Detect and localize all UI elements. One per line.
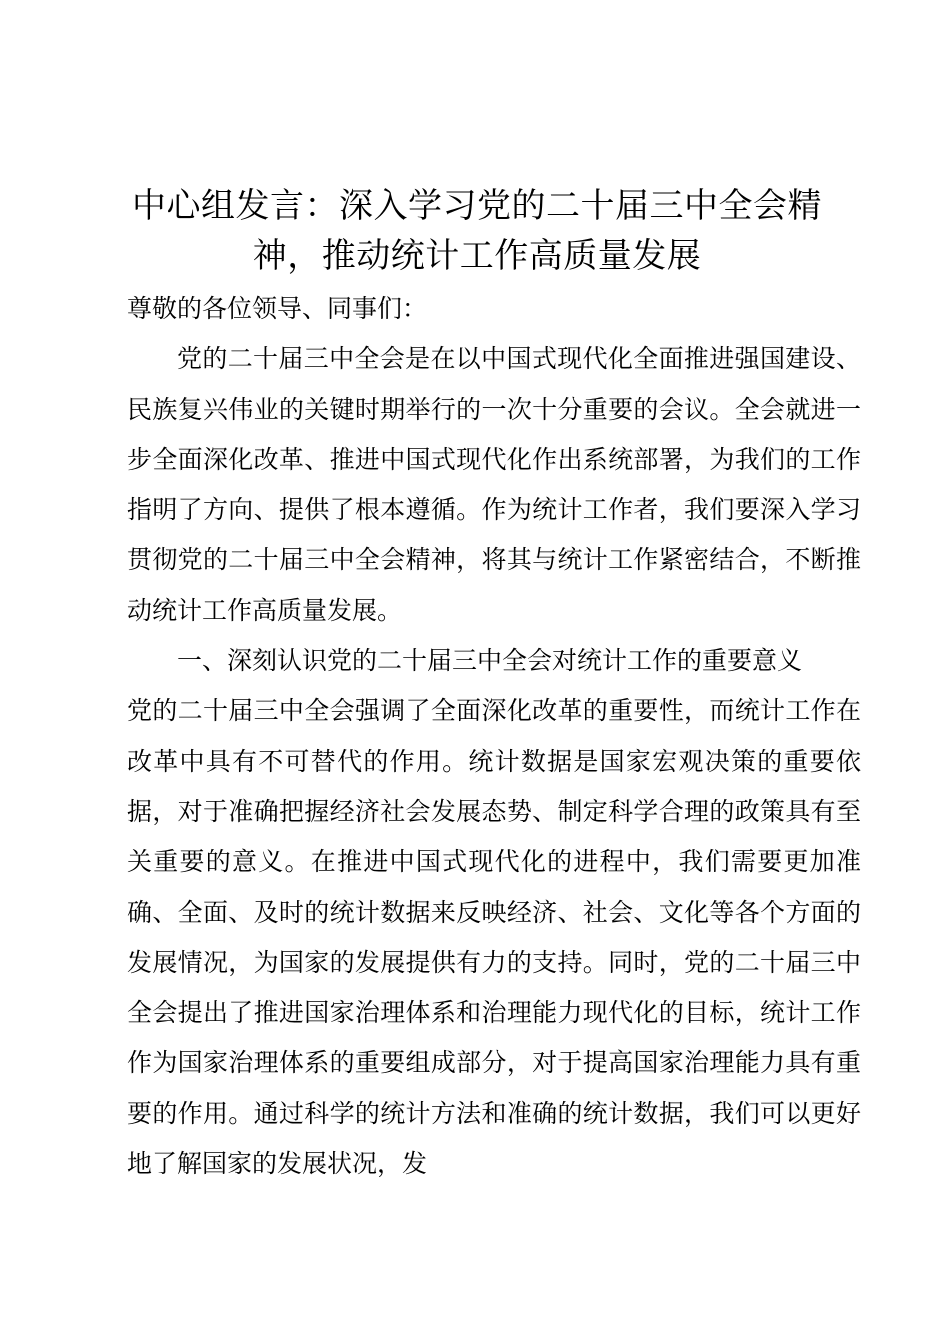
- document-body: [127, 284, 861, 1189]
- salutation: 尊敬的各位领导、同事们：: [127, 294, 428, 323]
- paragraph-intro: 党的二十届三中全会是在以中国式现代化全面推进强国建设、民族复兴伟业的关键时期举行的一次十分重要的会议。全会就进一步全面深化改革、推进中国式现代化作出系统部署，为我们的工作指明了方向、提供了根本遵循。作为统计工作者，我们要深入学习贯彻党的二十届三中全会精神，将其与统计工作紧密结合，不断推动统计工作高质量发展。: [127, 344, 861, 625]
- document-title: 中心组发言：深入学习党的二十届三中全会精神，推动统计工作高质量发展: [132, 186, 822, 276]
- paragraph-section-1: 党的二十届三中全会强调了全面深化改革的重要性，而统计工作在改革中具有不可替代的作用。统计数据是国家宏观决策的重要依据，对于准确把握经济社会发展态势、制定科学合理的政策具有至关重要的意义。在推进中国式现代化的进程中，我们需要更加准确、全面、及时的统计数据来反映经济、社会、文化等各个方面的发展情况，为国家的发展提供有力的支持。同时，党的二十届三中全会提出了推进国家治理体系和治理能力现代化的目标，统计工作作为国家治理体系的重要组成部分，对于提高国家治理能力具有重要的作用。通过科学的统计方法和准确的统计数据，我们可以更好地了解国家的发展状况，发: [127, 696, 861, 1179]
- section-heading-1: 一、深刻认识党的二十届三中全会对统计工作的重要意义: [177, 646, 803, 676]
